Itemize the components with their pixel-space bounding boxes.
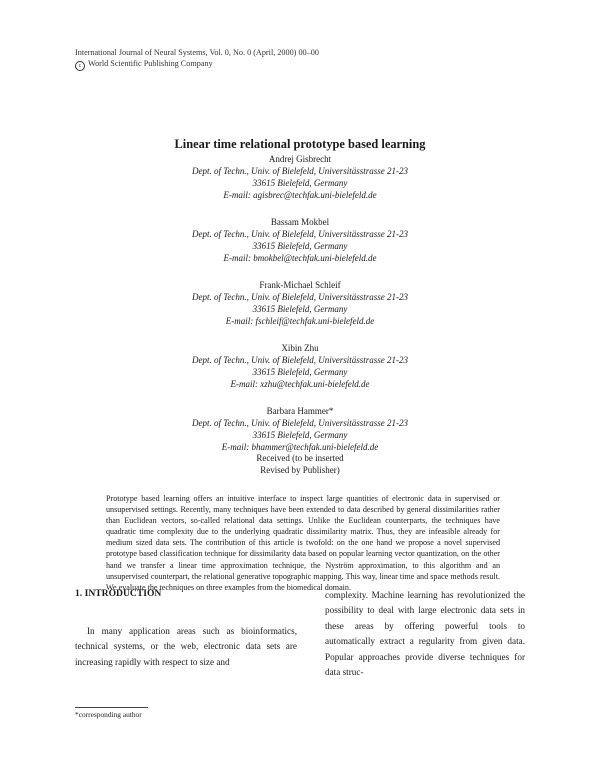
author-email: E-mail: bhammer@techfak.uni-bielefeld.de: [221, 442, 379, 452]
author-department: Dept. of Techn., Univ. of Bielefeld, Universitässtrasse 21-23: [192, 229, 408, 239]
received-line: Received (to be inserted: [256, 453, 344, 463]
author-name: Frank-Michael Schleif: [259, 280, 341, 290]
intro-paragraph-left: In many application areas such as bioinformatics, technical systems, or the web, electronic data sets are increasing rapidly with respect to size and: [75, 626, 297, 667]
author-city: 33615 Bielefeld, Germany: [252, 241, 348, 251]
paper-title: Linear time relational prototype based learning: [174, 137, 426, 151]
author-city: 33615 Bielefeld, Germany: [252, 367, 348, 377]
author-email: E-mail: bmokbel@techfak.uni-bielefeld.de: [223, 253, 377, 263]
copyright-icon: c: [75, 61, 85, 71]
section-heading-introduction: 1. INTRODUCTION: [75, 588, 162, 599]
author-email: E-mail: agisbrec@techfak.uni-bielefeld.de: [223, 190, 377, 200]
journal-header: [75, 47, 319, 71]
author-name: Andrej Gisbrecht: [268, 154, 332, 164]
publisher-name: World Scientific Publishing Company: [88, 59, 213, 68]
intro-paragraph-right: complexity. Machine learning has revolutionized the possibility to deal with large electronic data sets in these areas by offering powerful tools to automatically extract a regularity from given data. Popular approaches provide diverse techniques for data struc-: [325, 590, 525, 678]
author-department: Dept. of Techn., Univ. of Bielefeld, Universitässtrasse 21-23: [192, 355, 408, 365]
author-block: [0, 405, 600, 453]
revised-line: Revised by Publisher): [260, 465, 340, 475]
footnote: *corresponding author: [75, 710, 142, 719]
author-name: Xibin Zhu: [281, 343, 319, 353]
received-info: [0, 452, 600, 476]
author-block: [0, 279, 600, 327]
journal-citation: International Journal of Neural Systems, Vol. 0, No. 0 (April, 2000) 00–00: [75, 48, 319, 57]
author-block: [0, 153, 600, 201]
author-name: Bassam Mokbel: [270, 217, 330, 227]
author-block: [0, 216, 600, 264]
author-email: E-mail: fschleif@techfak.uni-bielefeld.de: [225, 316, 375, 326]
publisher-line: [75, 58, 319, 71]
abstract: Prototype based learning offers an intuitive interface to inspect large quantities of electronic data in supervised or unsupervised settings. Recently, many techniques have been extended to data described by general dissimilarities rather than Euclidean vectors, so-called relational data settings. Unlike the Euclidean counterparts, the techniques have quadratic time complexity due to the underlying quadratic dissimilarity matrix. Thus, they are infeasible already for medium sized data sets. The contribution of this article is twofold: on the one hand we propose a novel supervised prototype based classification technique for dissimilarity data based on popular learning vector quantization, on the other hand we transfer a linear time approximation technique, the Nyström approximation, to this algorithm and an unsupervised counterpart, the relational generative topographic mapping. This way, linear time and space methods result. We evaluate the techniques on three examples from the biomedical domain.: [106, 494, 500, 592]
footnote-rule: [75, 707, 148, 708]
author-department: Dept. of Techn., Univ. of Bielefeld, Universitässtrasse 21-23: [192, 166, 408, 176]
author-city: 33615 Bielefeld, Germany: [252, 430, 348, 440]
author-department: Dept. of Techn., Univ. of Bielefeld, Universitässtrasse 21-23: [192, 418, 408, 428]
author-name: Barbara Hammer*: [266, 406, 334, 416]
author-city: 33615 Bielefeld, Germany: [252, 178, 348, 188]
author-list: [0, 153, 600, 468]
author-block: [0, 342, 600, 390]
author-department: Dept. of Techn., Univ. of Bielefeld, Universitässtrasse 21-23: [192, 292, 408, 302]
author-city: 33615 Bielefeld, Germany: [252, 304, 348, 314]
author-email: E-mail: xzhu@techfak.uni-bielefeld.de: [230, 379, 370, 389]
